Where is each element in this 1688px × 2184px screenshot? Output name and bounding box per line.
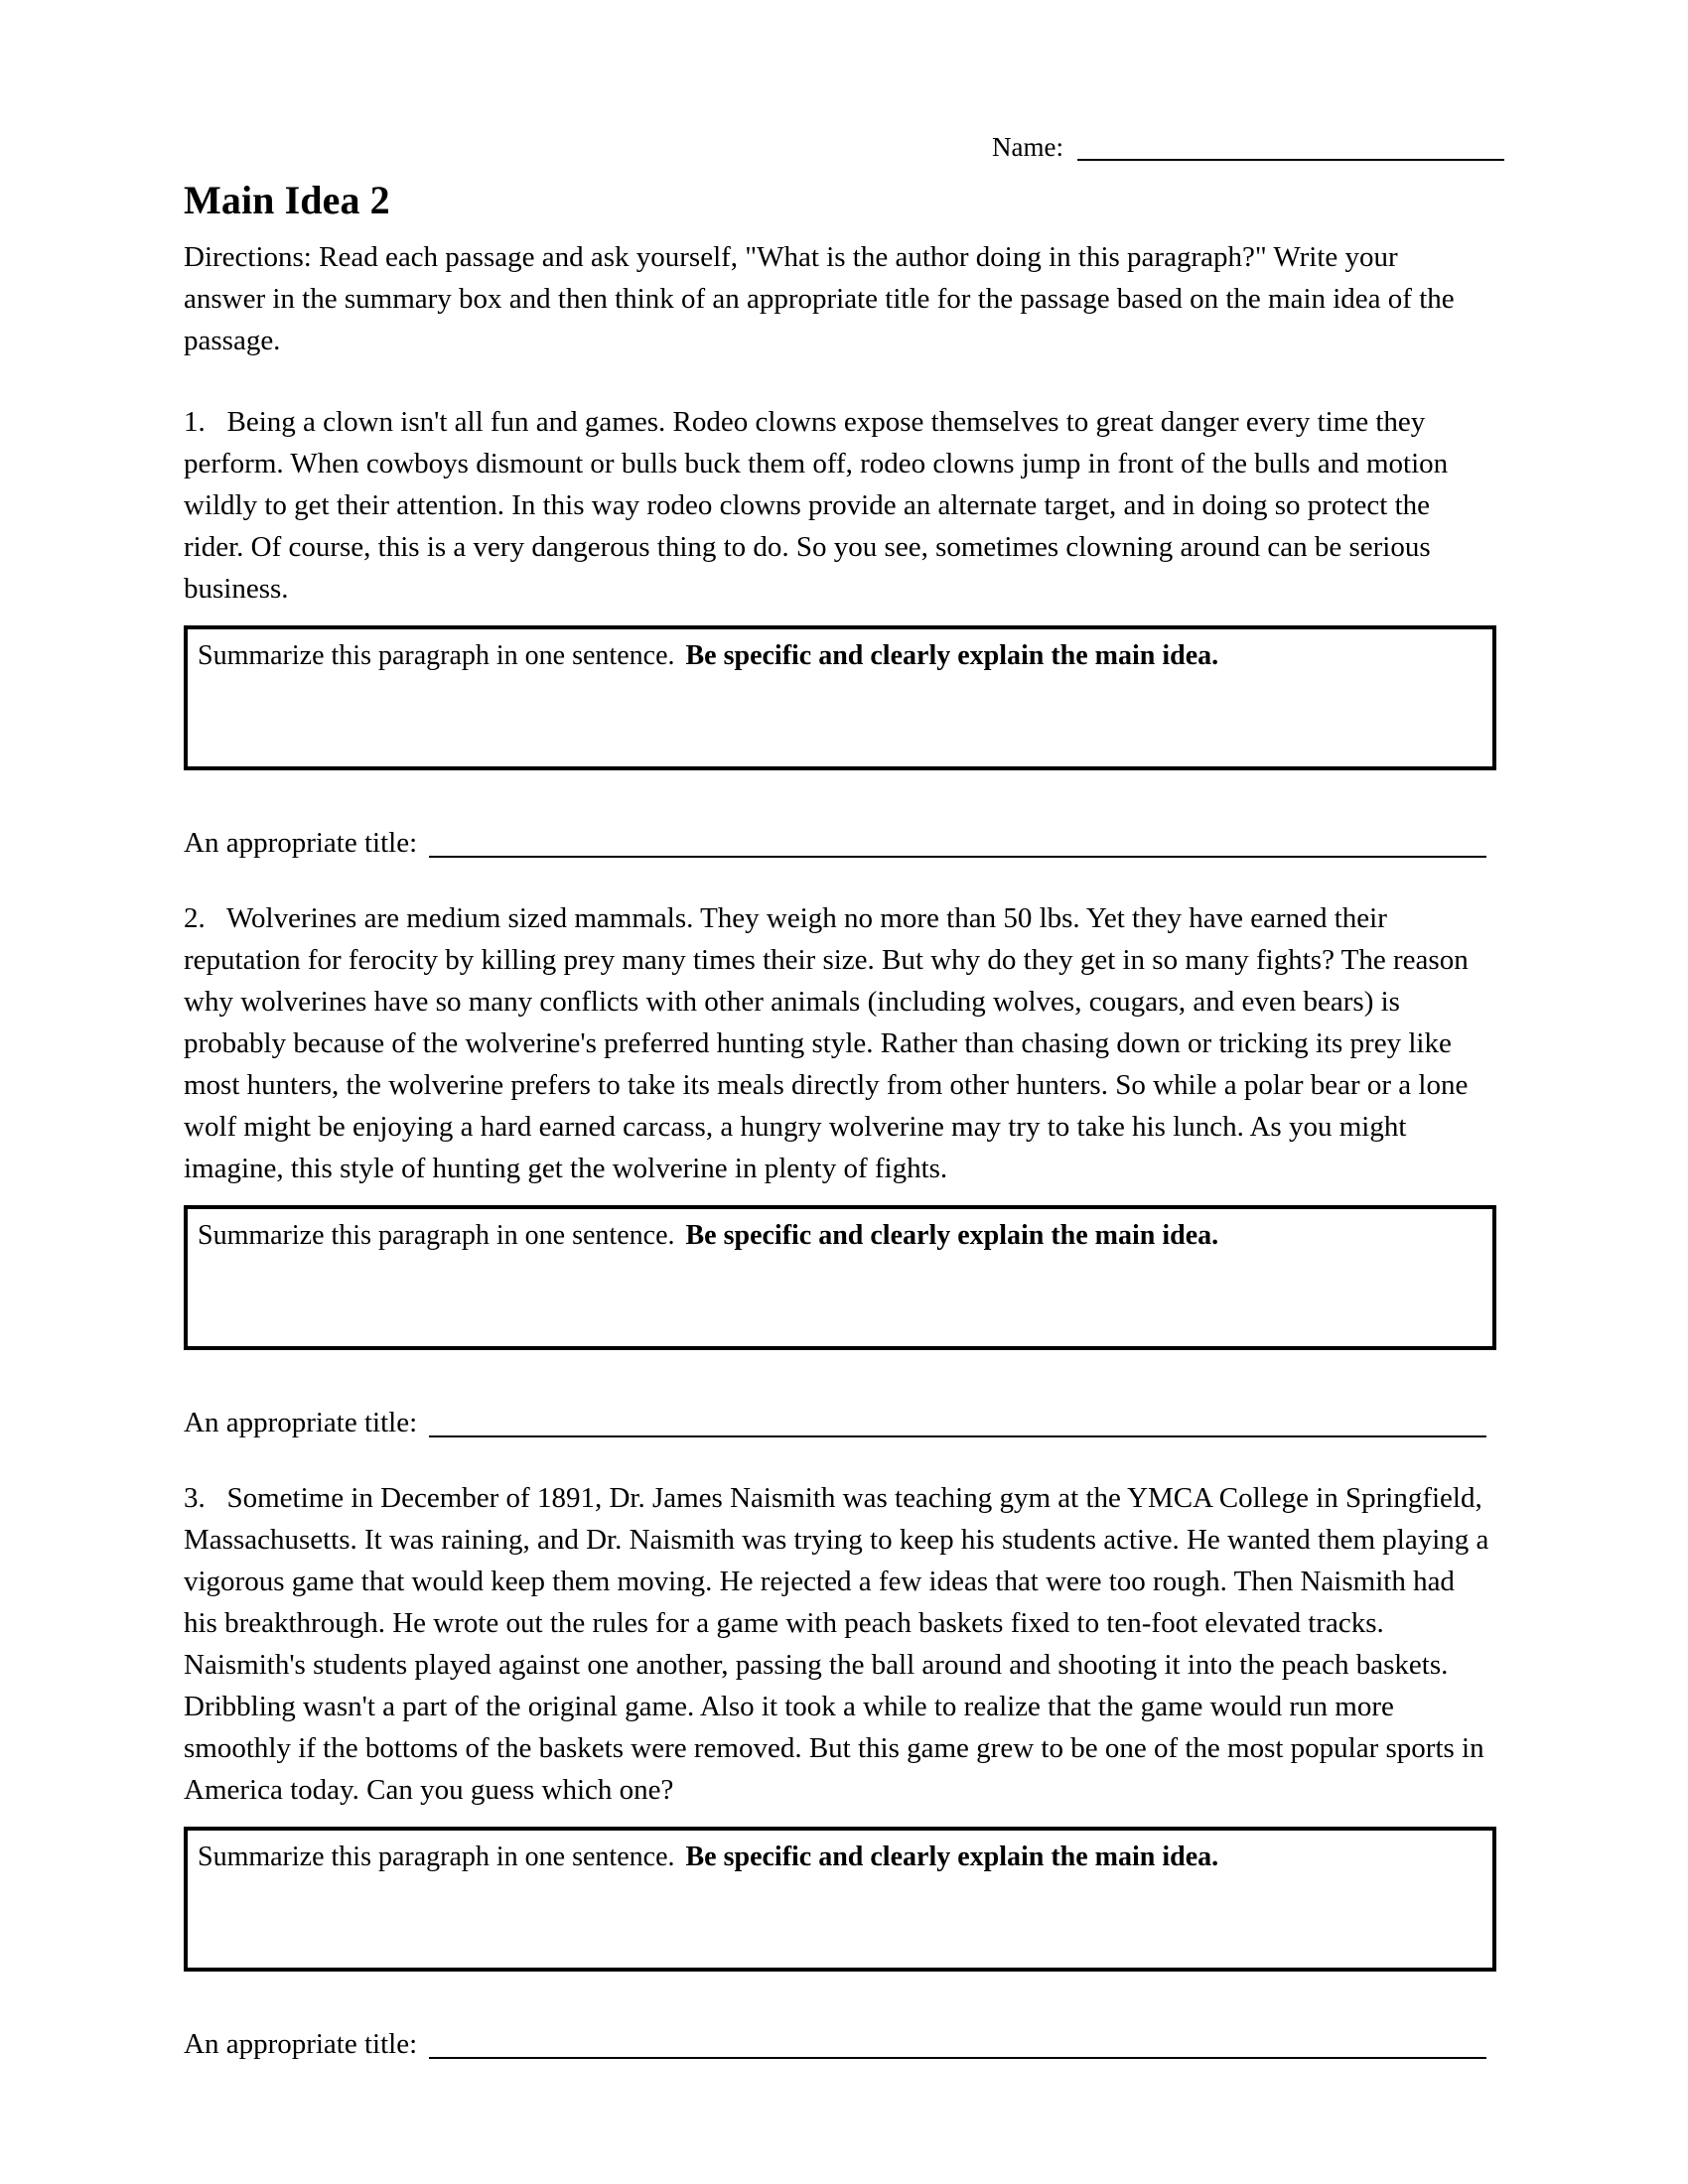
- summary-prompt-regular-2: Summarize this paragraph in one sentence.: [198, 1220, 675, 1251]
- name-input-blank[interactable]: [1077, 133, 1504, 161]
- title-input-blank-1[interactable]: [429, 826, 1486, 858]
- summary-box-2[interactable]: [184, 1205, 1496, 1350]
- page-title: Main Idea 2: [184, 178, 390, 222]
- name-field-row: [184, 0, 1504, 161]
- passage-3: [184, 1477, 1494, 1811]
- summary-prompt-regular-3: Summarize this paragraph in one sentence.: [198, 1842, 675, 1872]
- passage-3-text: Sometime in December of 1891, Dr. James Naismith was teaching gym at the YMCA College in Springfield, Massachusetts. It was raining, and Dr. Naismith was trying to keep his students active. He wanted them playing a vigorous game that would keep them moving. He rejected a few ideas that were too rough. Then Naismith had his breakthrough. He wrote out the rules for a game with peach baskets fixed to ten-foot elevated tracks. Naismith's students played against one another, passing the ball around and shooting it into the peach baskets. Dribbling wasn't a part of the original game. Also it took a while to realize that the game would run more smoothly if the bottoms of the baskets were removed. But this game grew to be one of the most popular sports in America today. Can you guess which one?: [184, 1482, 1489, 1806]
- summary-prompt-1: [198, 637, 1482, 675]
- summary-prompt-regular-1: Summarize this paragraph in one sentence.: [198, 640, 675, 671]
- passage-1-number: 1.: [184, 406, 220, 438]
- title-prompt-label-2: An appropriate title:: [184, 1407, 418, 1438]
- title-row-2: [184, 1396, 1504, 1437]
- summary-prompt-bold-2: Be specific and clearly explain the main idea.: [685, 1220, 1219, 1251]
- worksheet-content: [184, 0, 1504, 2059]
- title-prompt-label-1: An appropriate title:: [184, 827, 418, 859]
- summary-prompt-bold-1: Be specific and clearly explain the main idea.: [685, 640, 1219, 671]
- title-prompt-label-3: An appropriate title:: [184, 2028, 418, 2060]
- passage-1-text: Being a clown isn't all fun and games. Rodeo clowns expose themselves to great danger every time they perform. When cowboys dismount or bulls buck them off, rodeo clowns jump in front of the bulls and motion wildly to get their attention. In this way rodeo clowns provide an alternate target, and in doing so protect the rider. Of course, this is a very dangerous thing to do. So you see, sometimes clowning around can be serious business.: [184, 406, 1449, 605]
- passage-2-text: Wolverines are medium sized mammals. They weigh no more than 50 lbs. Yet they have earned their reputation for ferocity by killing prey many times their size. But why do they get in so many fights? The reason why wolverines have so many conflicts with other animals (including wolves, cougars, and even bears) is probably because of the wolverine's preferred hunting style. Rather than chasing down or tricking its prey like most hunters, the wolverine prefers to take its meals directly from other hunters. So while a polar bear or a lone wolf might be enjoying a hard earned carcass, a hungry wolverine may try to take his lunch. As you might imagine, this style of hunting get the wolverine in plenty of fights.: [184, 902, 1469, 1184]
- summary-box-3[interactable]: [184, 1827, 1496, 1972]
- passage-2-number: 2.: [184, 902, 220, 934]
- name-label: Name:: [992, 132, 1063, 162]
- directions-text: Directions: Read each passage and ask yourself, "What is the author doing in this paragraph?" Write your answer in the summary box and then think of an appropriate title for the passage based on the main idea of the passage.: [184, 241, 1455, 356]
- title-row-1: [184, 816, 1504, 858]
- passage-1: [184, 401, 1494, 610]
- summary-prompt-2: [198, 1217, 1482, 1255]
- passage-2: [184, 897, 1494, 1189]
- title-input-blank-2[interactable]: [429, 1406, 1486, 1437]
- title-input-blank-3[interactable]: [429, 2027, 1486, 2059]
- title-row-3: [184, 2017, 1504, 2059]
- passage-3-number: 3.: [184, 1482, 220, 1514]
- summary-prompt-3: [198, 1839, 1482, 1876]
- summary-prompt-bold-3: Be specific and clearly explain the main idea.: [685, 1842, 1219, 1872]
- summary-box-1[interactable]: [184, 625, 1496, 770]
